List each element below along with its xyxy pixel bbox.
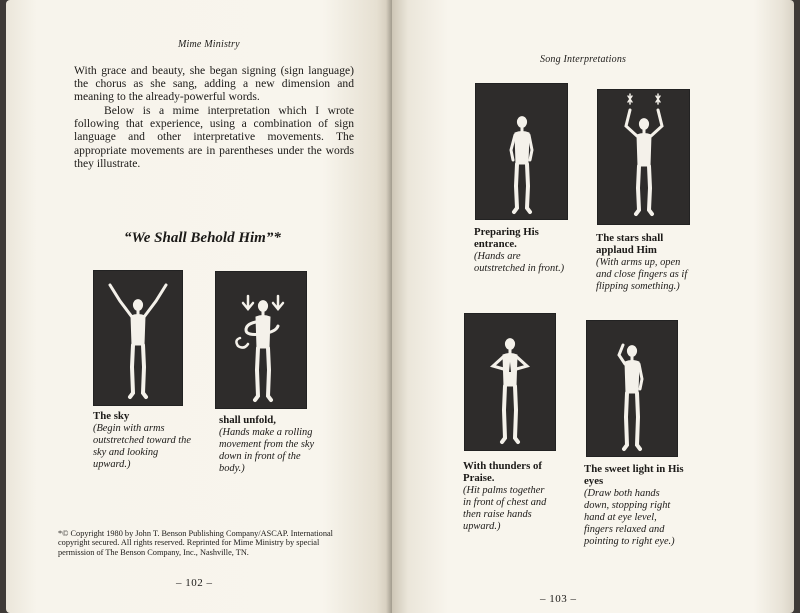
paragraph-2: Below is a mime interpretation which I wrote following that experience, using a combination of sign language and other interpretative movements. The appropriate movements are in parentheses under the words they illustrate. — [74, 104, 354, 170]
right-page — [392, 0, 794, 613]
figure-title: shall unfold, — [219, 414, 277, 426]
rolling-arms-figure-icon — [215, 271, 307, 409]
copyright-notice: *© Copyright 1980 by John T. Benson Publishing Company/ASCAP. International copyright secured. All rights reserved. Reprinted for Mime Ministry by special permission of The Benson Company, Inc., Nashville, TN. — [58, 529, 333, 557]
song-title: “We Shall Behold Him”* — [124, 230, 281, 246]
figure-note: (Begin with arms outstretched toward the sky and looking upward.) — [93, 423, 191, 470]
figure-note: (Hit palms together in front of chest and then raise hands upward.) — [463, 485, 547, 532]
figure-title: Preparing His entrance. — [474, 226, 539, 250]
palms-together-figure-icon — [464, 313, 556, 451]
figure-note: (Draw both hands down, stopping right hand at eye level, fingers relaxed and pointing to right eye.) — [584, 488, 675, 547]
figure-note: (Hands make a rolling movement from the sky down in front of the body.) — [219, 427, 315, 474]
mime-figure-drawing — [476, 84, 567, 219]
hand-to-eye-figure-icon — [586, 320, 678, 457]
figure-note: (Hands are outstretched in front.) — [474, 251, 565, 274]
mime-figure-drawing — [598, 90, 689, 224]
running-head: Song Interpretations — [540, 54, 627, 65]
paragraph-1: With grace and beauty, she began signing (sign language) the chorus as she sang, adding a new dimension and meaning to the already-powerful words. — [74, 64, 354, 104]
figure-note: (With arms up, open and close fingers as if flipping something.) — [596, 257, 688, 292]
figure-title: The sweet light in His eyes — [584, 463, 684, 487]
page-number: – 102 – — [176, 577, 213, 589]
running-head: Mime Ministry — [178, 39, 240, 50]
arms-raised-figure-icon — [93, 270, 183, 406]
standing-figure-icon — [475, 83, 568, 220]
mime-figure-drawing — [465, 314, 555, 450]
page-number: – 103 – — [540, 593, 577, 605]
figure-title: With thunders of Praise. — [463, 460, 542, 484]
left-page — [6, 0, 392, 613]
mime-figure-drawing — [216, 272, 306, 408]
figure-title: The stars shall applaud Him — [596, 232, 664, 256]
mime-figure-drawing — [587, 321, 677, 456]
mime-figure-drawing — [94, 271, 182, 405]
figure-title: The sky — [93, 410, 130, 422]
applause-figure-icon — [597, 89, 690, 225]
